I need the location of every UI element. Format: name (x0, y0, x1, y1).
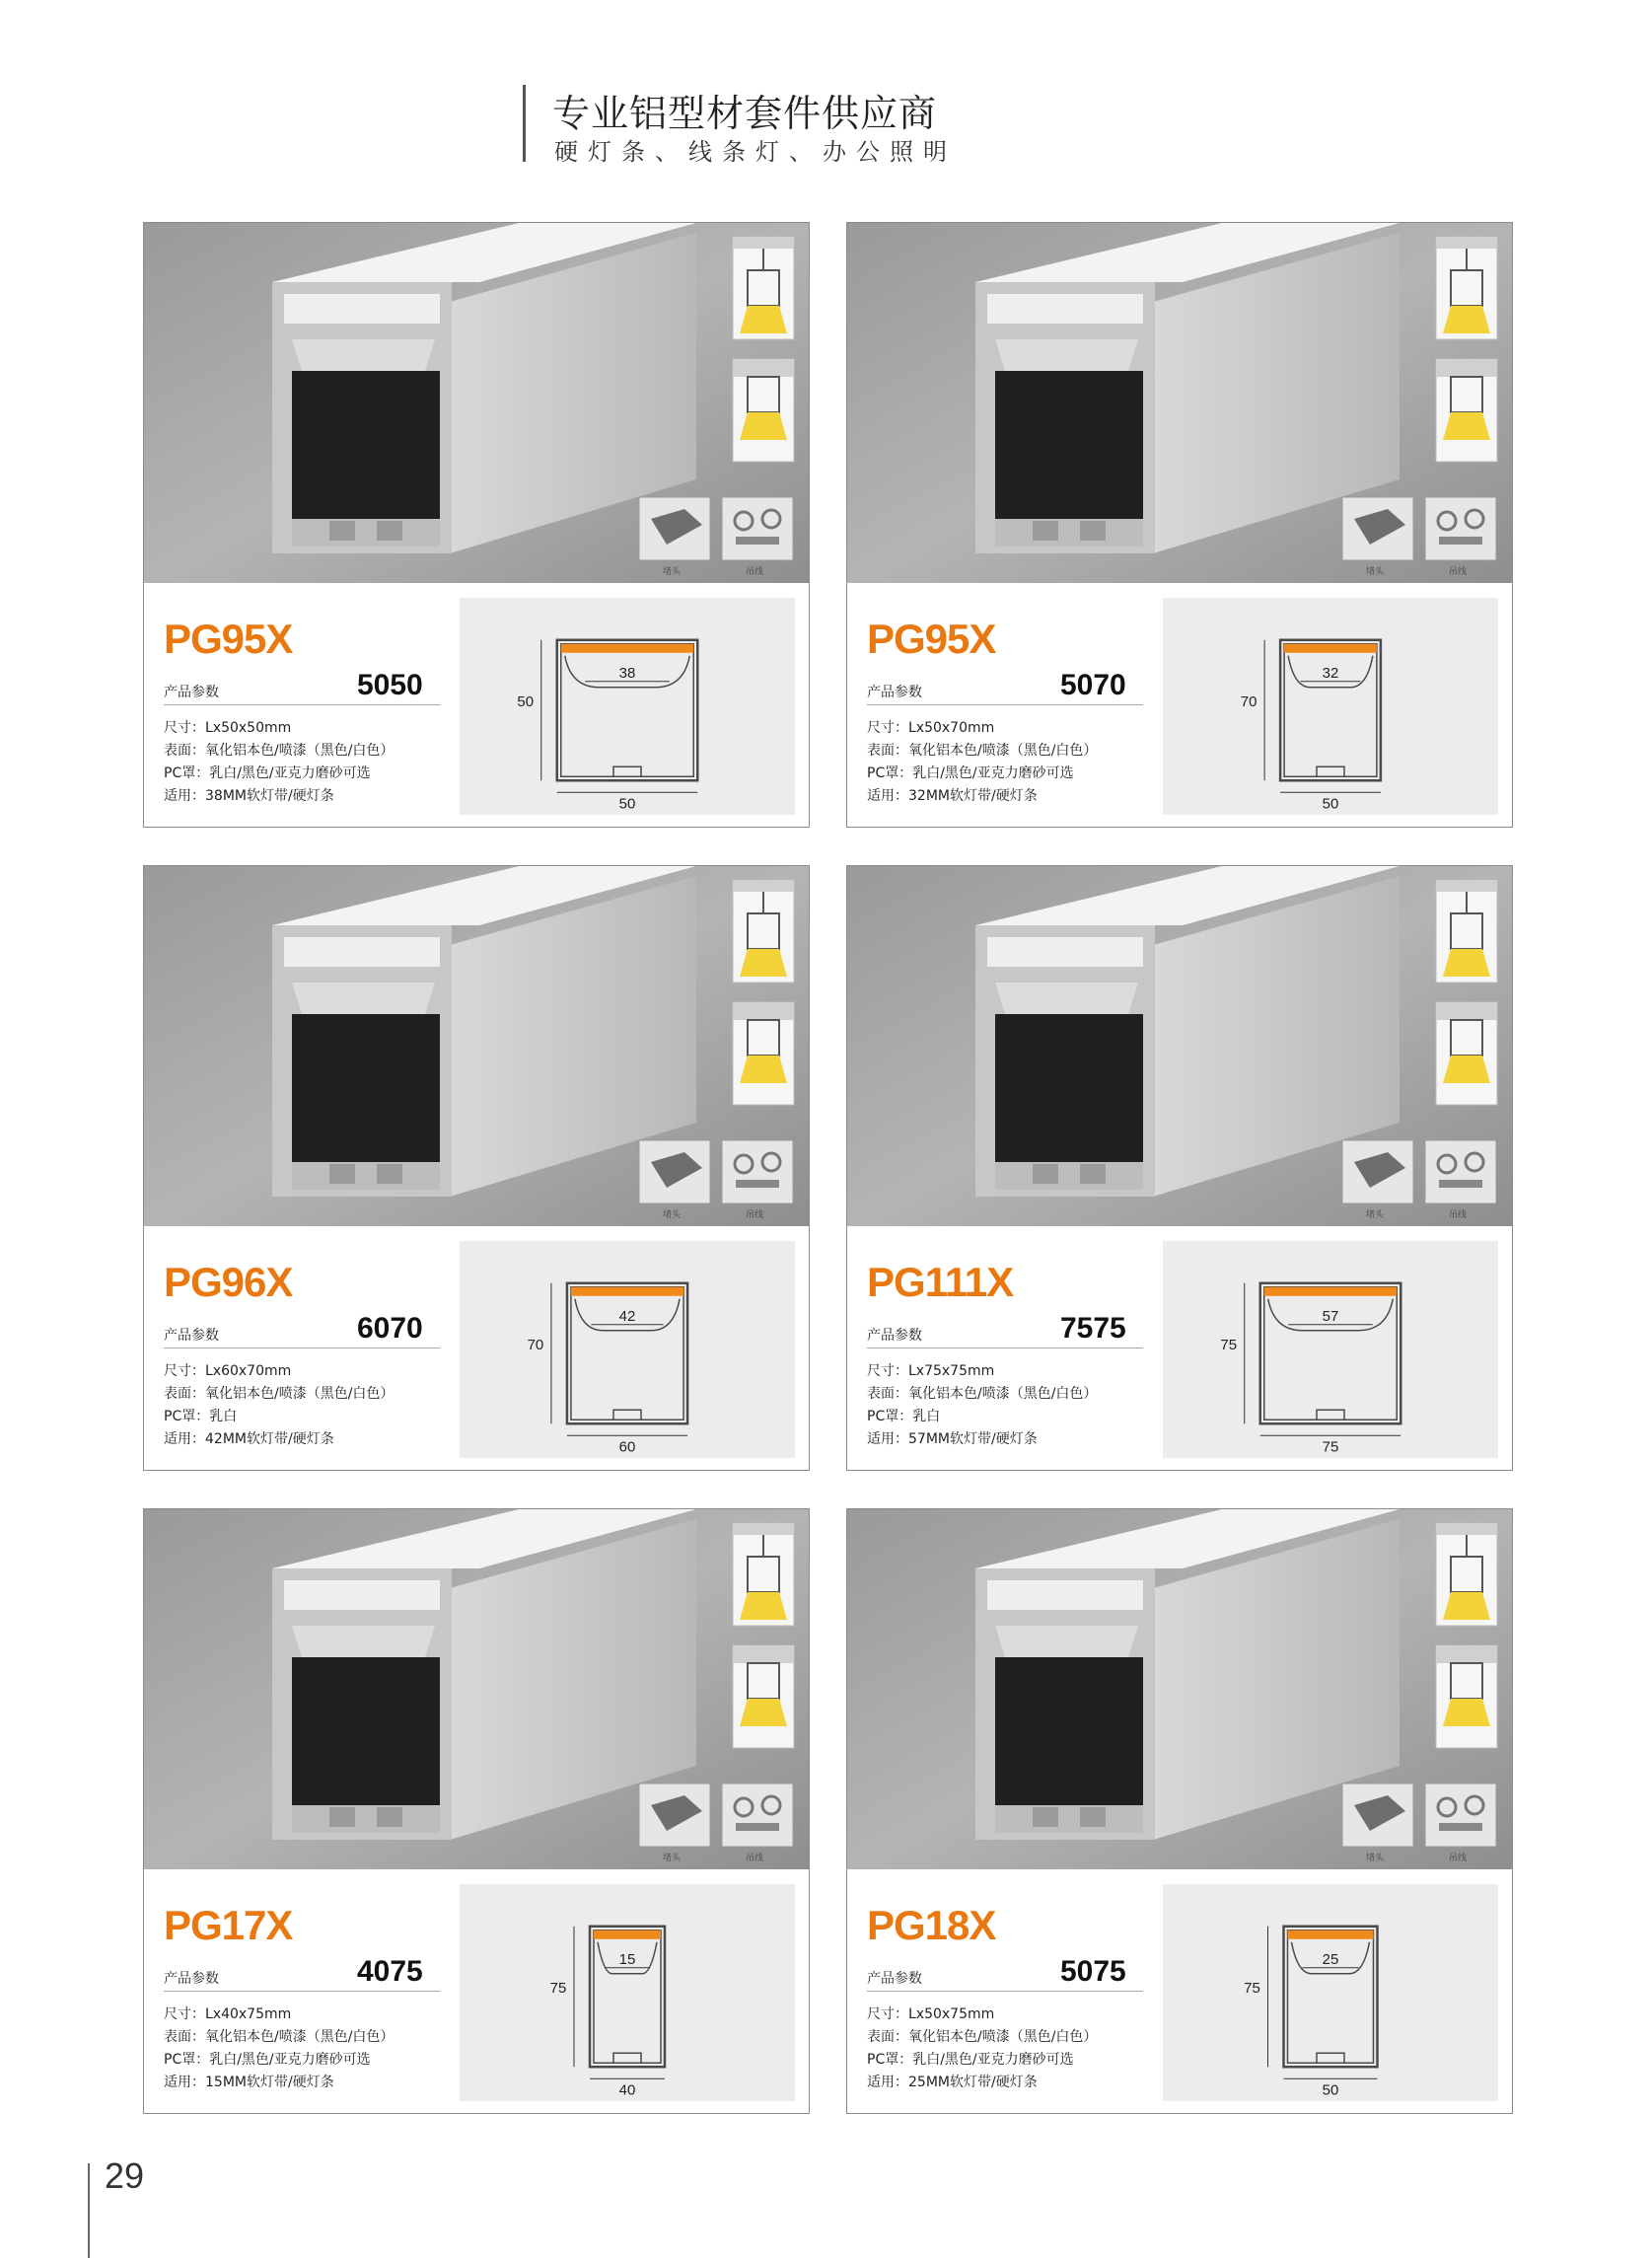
cross-section-drawing (460, 1884, 795, 2101)
param-label: 产品参数 (164, 1328, 219, 1344)
spec-surface: 表面：氧化铝本色/喷漆（黑色/白色） (164, 743, 395, 759)
end-cap-image (1342, 1784, 1413, 1847)
spec-usage: 适用：42MM软灯带/硬灯条 (164, 1431, 334, 1447)
product-photo (144, 223, 809, 583)
page-subtitle: 硬灯条、线条灯、办公照明 (554, 138, 957, 166)
spec-usage: 适用：38MM软灯带/硬灯条 (164, 788, 334, 804)
product-card-4 (846, 865, 1513, 1471)
product-card-3 (143, 865, 810, 1471)
model-name: PG95X (867, 616, 996, 662)
end-cap-image (1342, 1140, 1413, 1203)
model-name: PG18X (867, 1902, 996, 1948)
hanging-wire-caption: 吊线 (1449, 1210, 1468, 1220)
model-code: 7575 (1060, 1312, 1126, 1345)
spec-surface: 表面：氧化铝本色/喷漆（黑色/白色） (164, 1386, 395, 1402)
product-photo (144, 866, 809, 1226)
divider (164, 1991, 440, 1992)
model-code: 6070 (357, 1312, 423, 1345)
header-divider (523, 85, 526, 162)
cross-section-drawing (1163, 1884, 1498, 2101)
product-photo (847, 866, 1512, 1226)
dimension-height: 75 (1244, 1980, 1260, 1997)
end-cap-caption: 堵头 (663, 567, 682, 577)
spec-size: 尺寸：Lx50x50mm (164, 720, 292, 736)
model-code: 5075 (1060, 1955, 1126, 1988)
page-number-divider (88, 2163, 90, 2258)
spec-surface: 表面：氧化铝本色/喷漆（黑色/白色） (867, 1386, 1098, 1402)
dimension-inner: 25 (1322, 1950, 1339, 1968)
hanging-wire-image (722, 497, 793, 560)
model-name: PG17X (164, 1902, 293, 1948)
hanging-wire-image (722, 1784, 793, 1847)
hanging-wire-image (1425, 497, 1496, 560)
end-cap-caption: 堵头 (663, 1210, 682, 1220)
cross-section-drawing (1163, 598, 1498, 815)
end-cap-caption: 堵头 (1366, 567, 1385, 577)
spec-pc-cover: PC罩：乳白/黑色/亚克力磨砂可选 (867, 2052, 1074, 2068)
dimension-width: 50 (1322, 795, 1339, 813)
spec-usage: 适用：32MM软灯带/硬灯条 (867, 788, 1038, 804)
dimension-inner: 42 (618, 1307, 636, 1325)
product-photo (847, 1509, 1512, 1869)
spec-usage: 适用：15MM软灯带/硬灯条 (164, 2075, 334, 2090)
end-cap-image (1342, 497, 1413, 560)
cross-section-drawing (460, 1241, 795, 1458)
param-label: 产品参数 (867, 1971, 922, 1987)
hanging-wire-image (1425, 1140, 1496, 1203)
model-name: PG96X (164, 1259, 293, 1305)
spec-pc-cover: PC罩：乳白/黑色/亚克力磨砂可选 (164, 765, 371, 781)
model-name: PG95X (164, 616, 293, 662)
hanging-wire-caption: 吊线 (746, 1854, 764, 1863)
spec-size: 尺寸：Lx40x75mm (164, 2006, 292, 2022)
spec-pc-cover: PC罩：乳白 (164, 1409, 238, 1424)
divider (867, 704, 1143, 705)
spec-size: 尺寸：Lx50x75mm (867, 2006, 995, 2022)
dimension-width: 75 (1322, 1438, 1339, 1456)
spec-list (867, 1360, 1097, 1451)
dimension-width: 50 (618, 795, 636, 813)
divider (164, 704, 440, 705)
spec-usage: 适用：25MM软灯带/硬灯条 (867, 2075, 1038, 2090)
hanging-wire-image (722, 1140, 793, 1203)
end-cap-caption: 堵头 (1366, 1854, 1385, 1863)
model-code: 5070 (1060, 669, 1126, 701)
product-photo (144, 1509, 809, 1869)
product-card-5 (143, 1508, 810, 2114)
end-cap-caption: 堵头 (663, 1854, 682, 1863)
dimension-width: 50 (1322, 2081, 1339, 2099)
dimension-height: 70 (1240, 693, 1257, 710)
end-cap-image (639, 1784, 710, 1847)
param-label: 产品参数 (867, 1328, 922, 1344)
page-number: 29 (105, 2155, 145, 2196)
product-info (847, 1872, 1512, 2114)
spec-pc-cover: PC罩：乳白 (867, 1409, 941, 1424)
product-photo (847, 223, 1512, 583)
page-title: 专业铝型材套件供应商 (552, 92, 938, 135)
spec-size: 尺寸：Lx60x70mm (164, 1363, 292, 1379)
end-cap-caption: 堵头 (1366, 1210, 1385, 1220)
param-label: 产品参数 (164, 685, 219, 700)
dimension-inner: 57 (1322, 1307, 1339, 1325)
cross-section-drawing (460, 598, 795, 815)
dimension-inner: 38 (618, 664, 636, 682)
hanging-wire-caption: 吊线 (1449, 1854, 1468, 1863)
spec-usage: 适用：57MM软灯带/硬灯条 (867, 1431, 1038, 1447)
model-name: PG111X (867, 1259, 1014, 1305)
model-code: 4075 (357, 1955, 423, 1988)
dimension-width: 40 (618, 2081, 636, 2099)
spec-pc-cover: PC罩：乳白/黑色/亚克力磨砂可选 (164, 2052, 371, 2068)
product-info (847, 1229, 1512, 1471)
spec-surface: 表面：氧化铝本色/喷漆（黑色/白色） (867, 743, 1098, 759)
spec-surface: 表面：氧化铝本色/喷漆（黑色/白色） (164, 2029, 395, 2045)
param-label: 产品参数 (164, 1971, 219, 1987)
product-info (144, 1229, 809, 1471)
spec-size: 尺寸：Lx50x70mm (867, 720, 995, 736)
spec-list (164, 1360, 394, 1451)
dimension-height: 70 (527, 1337, 544, 1353)
product-card-1 (143, 222, 810, 828)
cross-section-drawing (1163, 1241, 1498, 1458)
dimension-height: 50 (517, 693, 535, 710)
dimension-inner: 32 (1322, 664, 1339, 682)
spec-list (164, 717, 394, 808)
product-info (847, 586, 1512, 828)
product-card-2 (846, 222, 1513, 828)
spec-list (867, 2003, 1097, 2094)
dimension-inner: 15 (618, 1950, 636, 1968)
hanging-wire-caption: 吊线 (746, 567, 764, 577)
dimension-width: 60 (618, 1438, 636, 1456)
end-cap-image (639, 497, 710, 560)
product-info (144, 586, 809, 828)
param-label: 产品参数 (867, 685, 922, 700)
spec-surface: 表面：氧化铝本色/喷漆（黑色/白色） (867, 2029, 1098, 2045)
hanging-wire-caption: 吊线 (746, 1210, 764, 1220)
dimension-height: 75 (549, 1980, 567, 1997)
divider (867, 1991, 1143, 1992)
model-code: 5050 (357, 669, 423, 701)
spec-pc-cover: PC罩：乳白/黑色/亚克力磨砂可选 (867, 765, 1074, 781)
hanging-wire-caption: 吊线 (1449, 567, 1468, 577)
spec-size: 尺寸：Lx75x75mm (867, 1363, 995, 1379)
product-info (144, 1872, 809, 2114)
spec-list (867, 717, 1097, 808)
product-card-6 (846, 1508, 1513, 2114)
end-cap-image (639, 1140, 710, 1203)
dimension-height: 75 (1220, 1337, 1238, 1353)
hanging-wire-image (1425, 1784, 1496, 1847)
spec-list (164, 2003, 394, 2094)
